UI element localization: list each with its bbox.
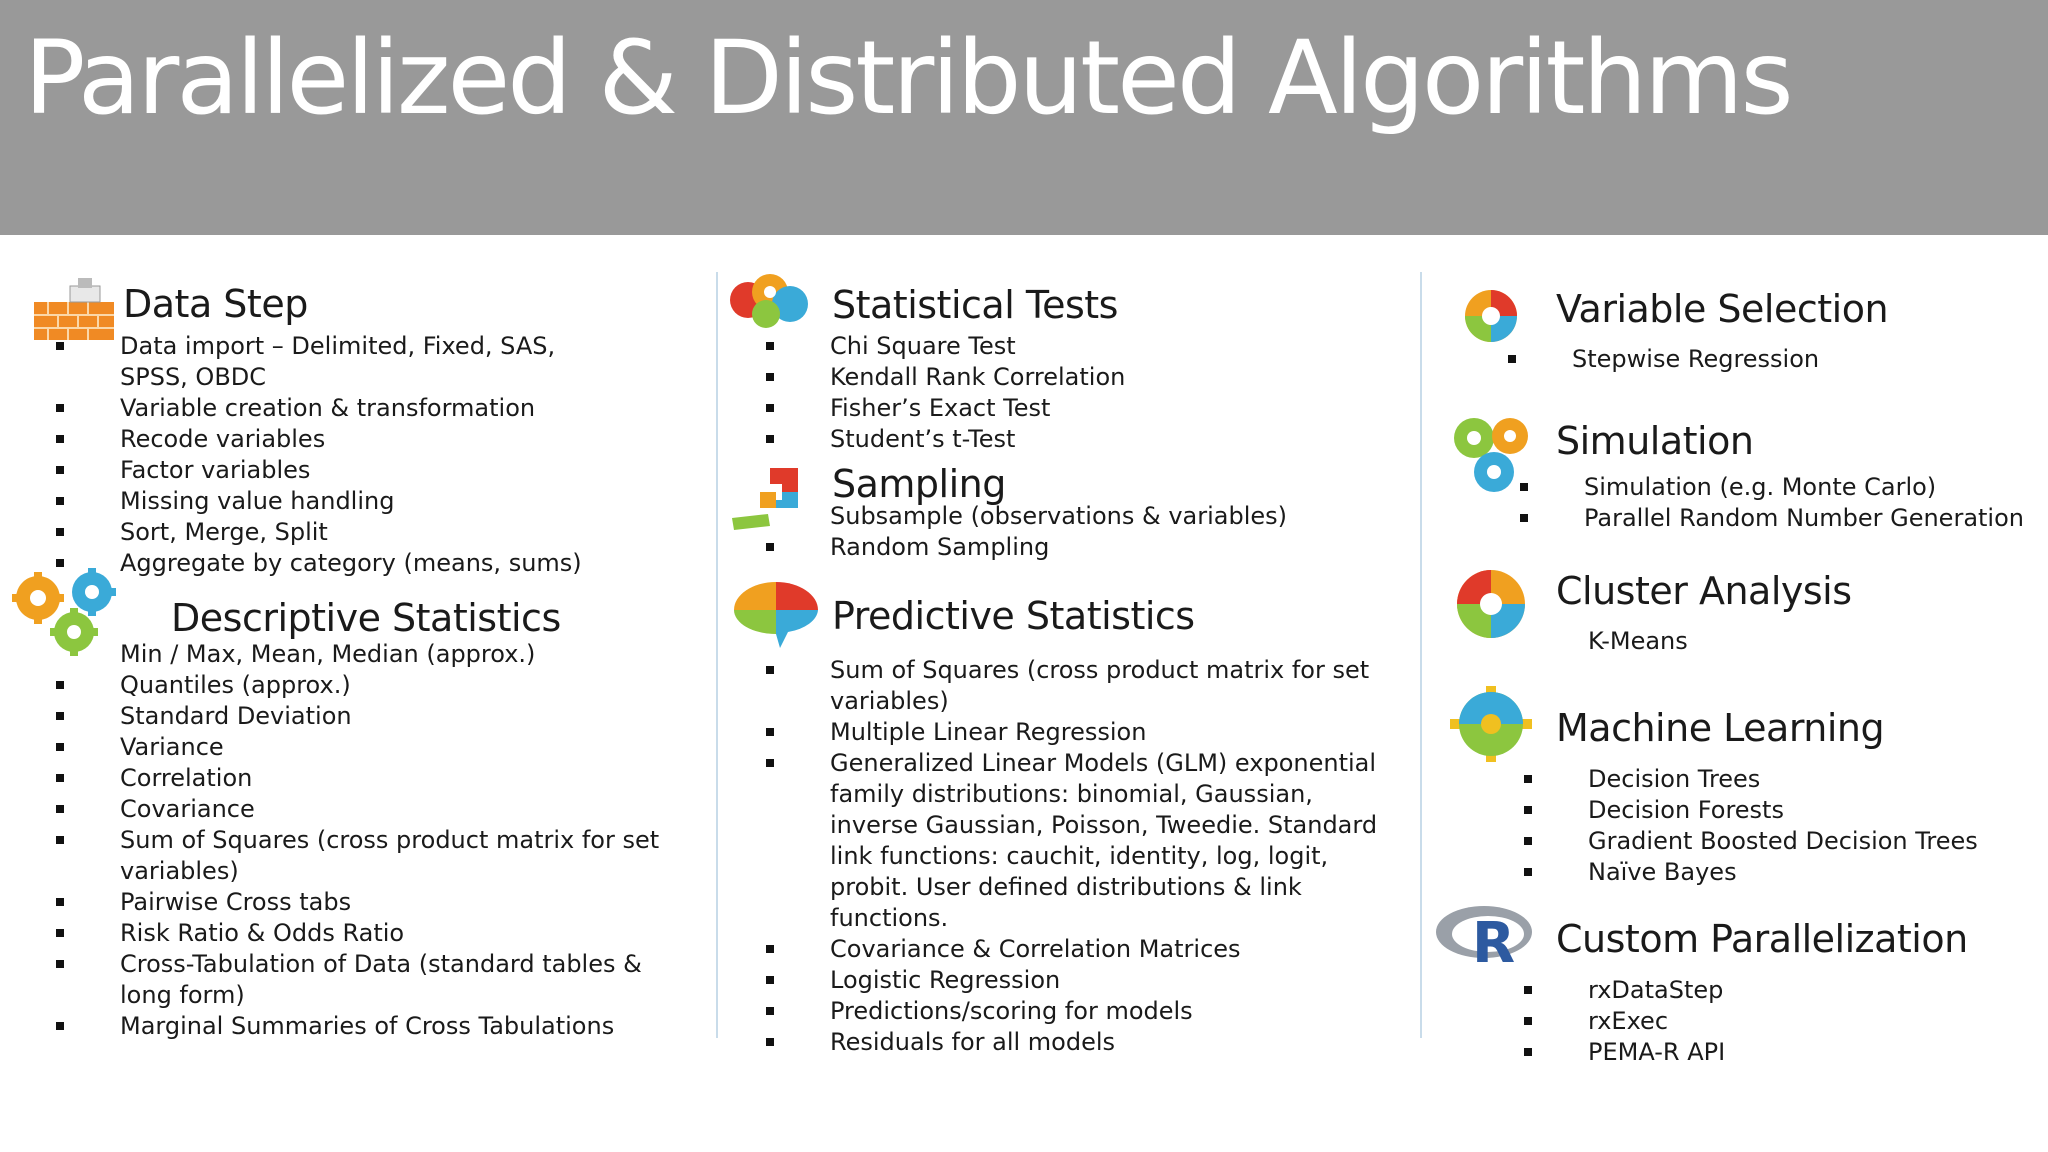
- section-heading-simulation: Simulation: [1556, 419, 1754, 463]
- list-item: Pairwise Cross tabs: [56, 887, 676, 918]
- list-item: K-Means: [1588, 627, 1688, 655]
- list-item: Residuals for all models: [766, 1027, 1390, 1058]
- column-divider: [1420, 272, 1422, 1038]
- list-item: Fisher’s Exact Test: [766, 393, 1386, 424]
- list-item: rxExec: [1524, 1006, 2024, 1037]
- variable-selection-list: [1508, 344, 2028, 375]
- list-item: Min / Max, Mean, Median (approx.): [120, 640, 536, 668]
- list-item: Variance: [56, 732, 676, 763]
- statistical-tests-list: [766, 331, 1386, 455]
- section-heading-variable-selection: Variable Selection: [1556, 287, 1889, 331]
- predictive-statistics-list: [766, 655, 1390, 1058]
- list-item: Missing value handling: [56, 486, 616, 517]
- list-item: rxDataStep: [1524, 975, 2024, 1006]
- cluster-analysis-list: [1524, 626, 2024, 657]
- list-item: Chi Square Test: [766, 331, 1386, 362]
- list-item: Logistic Regression: [766, 965, 1390, 996]
- list-item: Random Sampling: [766, 532, 1386, 563]
- section-heading-data-step: Data Step: [123, 282, 308, 326]
- list-item: Data import – Delimited, Fixed, SAS, SPSS, OBDC: [56, 331, 616, 393]
- list-item: Correlation: [56, 763, 676, 794]
- gear-icon: [1450, 686, 1532, 762]
- list-item: Generalized Linear Models (GLM) exponential family distributions: binomial, Gaussian, inverse Gaussian, Poisson, Tweedie. Standard link functions: cauchit, identity, log, logit, probit. User defined distributions & link functions.: [766, 748, 1390, 934]
- section-heading-predictive-statistics: Predictive Statistics: [832, 594, 1195, 638]
- column-divider: [716, 272, 718, 1038]
- list-item: Risk Ratio & Odds Ratio: [56, 918, 676, 949]
- list-item: Simulation (e.g. Monte Carlo): [1520, 472, 2040, 503]
- list-item: Marginal Summaries of Cross Tabulations: [56, 1011, 676, 1042]
- list-item: Sum of Squares (cross product matrix for set variables): [56, 825, 676, 887]
- section-heading-sampling: Sampling: [832, 462, 1006, 506]
- list-item: Kendall Rank Correlation: [766, 362, 1386, 393]
- section-heading-descriptive-statistics: Descriptive Statistics: [171, 596, 561, 640]
- puzzle-gear-icon: [1456, 288, 1526, 346]
- list-item: Gradient Boosted Decision Trees: [1524, 826, 2024, 857]
- list-item: Cross-Tabulation of Data (standard tables & long form): [56, 949, 676, 1011]
- data-step-list: [56, 331, 616, 579]
- list-item: Decision Trees: [1524, 764, 2024, 795]
- list-item: Aggregate by category (means, sums): [56, 548, 616, 579]
- descriptive-statistics-list: [56, 639, 676, 1042]
- section-heading-custom-parallelization: Custom Parallelization: [1556, 917, 1968, 961]
- machine-learning-list: [1524, 764, 2024, 888]
- list-item: Student’s t-Test: [766, 424, 1386, 455]
- section-heading-machine-learning: Machine Learning: [1556, 706, 1885, 750]
- list-item: Predictions/scoring for models: [766, 996, 1390, 1027]
- simulation-list: [1520, 472, 2040, 534]
- list-item: Quantiles (approx.): [56, 670, 676, 701]
- sampling-list: [766, 501, 1386, 563]
- list-item: Parallel Random Number Generation: [1520, 503, 2040, 534]
- list-item: Standard Deviation: [56, 701, 676, 732]
- list-item: Covariance & Correlation Matrices: [766, 934, 1390, 965]
- list-item: Stepwise Regression: [1508, 344, 2028, 375]
- list-item: Recode variables: [56, 424, 616, 455]
- puzzle-gear-icon: [1450, 566, 1532, 642]
- list-item: Subsample (observations & variables): [830, 502, 1288, 530]
- list-item: Factor variables: [56, 455, 616, 486]
- svg-text:R: R: [1472, 911, 1516, 966]
- list-item: Sort, Merge, Split: [56, 517, 616, 548]
- list-item: Naïve Bayes: [1524, 857, 2024, 888]
- list-item: Decision Forests: [1524, 795, 2024, 826]
- title-banner: [0, 0, 2048, 235]
- r-logo-icon: [1434, 904, 1534, 966]
- list-item: Covariance: [56, 794, 676, 825]
- list-item: PEMA-R API: [1524, 1037, 2024, 1068]
- puzzle-bubble-icon: [730, 578, 824, 650]
- list-item: Multiple Linear Regression: [766, 717, 1390, 748]
- page-title: Parallelized & Distributed Algorithms: [24, 19, 1791, 138]
- puzzle-gears-icon: [726, 270, 812, 334]
- list-item: Sum of Squares (cross product matrix for set variables): [766, 655, 1390, 717]
- section-heading-statistical-tests: Statistical Tests: [832, 283, 1118, 327]
- list-item: Variable creation & transformation: [56, 393, 616, 424]
- section-heading-cluster-analysis: Cluster Analysis: [1556, 569, 1852, 613]
- custom-parallelization-list: [1524, 975, 2024, 1068]
